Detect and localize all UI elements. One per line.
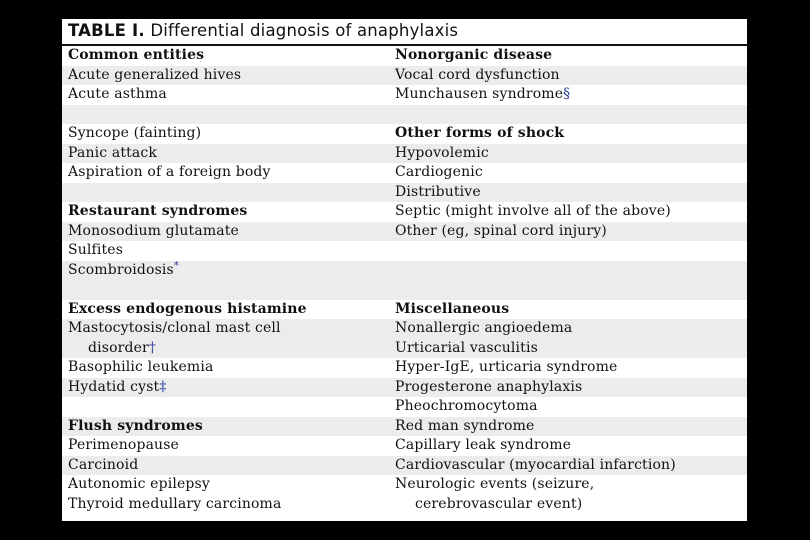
table-row xyxy=(62,436,747,456)
cell-text: Capillary leak syndrome xyxy=(395,437,572,453)
cell-text: Flush syndromes xyxy=(68,417,203,434)
table-row xyxy=(62,300,747,320)
table-row xyxy=(62,202,747,222)
cell-text: Scombroidosis xyxy=(68,261,174,278)
left-column-cell xyxy=(68,46,204,66)
table-row xyxy=(62,241,747,261)
table-row xyxy=(62,378,747,398)
cell-text: Other (eg, spinal cord injury) xyxy=(395,222,607,239)
right-column-cell xyxy=(395,300,509,320)
table-row xyxy=(62,124,747,144)
right-column-cell xyxy=(395,456,676,476)
table-row xyxy=(62,222,747,242)
right-column-cell xyxy=(395,495,582,515)
right-column-cell xyxy=(395,46,552,66)
cell-text: Perimenopause xyxy=(68,437,179,453)
left-column-cell xyxy=(68,378,166,398)
table-row xyxy=(62,417,747,437)
right-column-cell xyxy=(395,202,671,222)
table-row xyxy=(62,495,747,515)
left-column-cell xyxy=(68,456,138,476)
cell-text: Common entities xyxy=(68,47,205,63)
left-column-cell xyxy=(68,339,156,359)
cell-text: Other forms of shock xyxy=(395,125,565,141)
right-column-cell xyxy=(395,378,582,398)
right-column-cell xyxy=(395,222,607,242)
cell-text: Pheochromocytoma xyxy=(395,398,538,414)
table-row xyxy=(62,261,747,281)
cell-text: Panic attack xyxy=(68,144,157,161)
left-column-cell xyxy=(68,300,307,320)
table-row xyxy=(62,280,747,300)
left-column-cell xyxy=(68,417,203,437)
right-column-cell xyxy=(395,319,572,339)
table-row xyxy=(62,46,747,66)
right-column-cell xyxy=(395,85,570,105)
right-column-cell xyxy=(395,163,483,183)
cell-text: Red man syndrome xyxy=(395,417,535,434)
table-row xyxy=(62,105,747,125)
table-row xyxy=(62,319,747,339)
cell-text: Acute generalized hives xyxy=(68,66,242,83)
left-column-cell xyxy=(68,66,241,86)
footnote-mark: § xyxy=(563,86,571,102)
cell-text: Monosodium glutamate xyxy=(68,222,239,239)
cell-text: Distributive xyxy=(395,183,481,200)
left-column-cell xyxy=(68,202,247,222)
cell-text: cerebrovascular event) xyxy=(415,495,583,512)
cell-text: disorder xyxy=(88,339,149,356)
cell-text: Miscellaneous xyxy=(395,300,510,317)
left-column-cell xyxy=(68,261,179,281)
left-column-cell xyxy=(68,495,281,515)
cell-text: Vocal cord dysfunction xyxy=(395,66,560,83)
left-column-cell xyxy=(68,144,157,164)
table-row xyxy=(62,397,747,417)
right-column-cell xyxy=(395,475,594,495)
cell-text: Excess endogenous histamine xyxy=(68,300,307,317)
cell-text: Nonorganic disease xyxy=(395,47,553,63)
right-column-cell xyxy=(395,66,560,86)
footnote-mark: † xyxy=(148,339,157,356)
table-label: TABLE I. xyxy=(68,21,145,40)
cell-text: Hydatid cyst xyxy=(68,378,160,395)
cell-text: Syncope (fainting) xyxy=(68,125,202,141)
table-slide xyxy=(62,19,747,521)
cell-text: Hypovolemic xyxy=(395,144,489,161)
right-column-cell xyxy=(395,183,481,203)
cell-text: Septic (might involve all of the above) xyxy=(395,203,671,219)
cell-text: Autonomic epilepsy xyxy=(68,476,210,492)
left-column-cell xyxy=(68,241,123,261)
table-row xyxy=(62,66,747,86)
cell-text: Mastocytosis/clonal mast cell xyxy=(68,320,281,336)
right-column-cell xyxy=(395,339,538,359)
left-column-cell xyxy=(68,222,239,242)
left-column-cell xyxy=(68,163,271,183)
table-row xyxy=(62,456,747,476)
cell-text: Progesterone anaphylaxis xyxy=(395,378,583,395)
footnote-mark: * xyxy=(173,259,180,271)
table-title xyxy=(68,21,458,40)
cell-text: Neurologic events (seizure, xyxy=(395,476,595,492)
left-column-cell xyxy=(68,475,210,495)
cell-text: Acute asthma xyxy=(68,86,167,102)
cell-text: Cardiovascular (myocardial infarction) xyxy=(395,456,676,473)
right-column-cell xyxy=(395,144,489,164)
left-column-cell xyxy=(68,319,281,339)
right-column-cell xyxy=(395,124,564,144)
right-column-cell xyxy=(395,417,534,437)
cell-text: Nonallergic angioedema xyxy=(395,320,573,336)
table-row xyxy=(62,85,747,105)
cell-text: Cardiogenic xyxy=(395,164,483,180)
table-caption: Differential diagnosis of anaphylaxis xyxy=(150,21,459,40)
right-column-cell xyxy=(395,436,571,456)
left-column-cell xyxy=(68,85,167,105)
table-row xyxy=(62,339,747,359)
cell-text: Carcinoid xyxy=(68,456,139,473)
left-column-cell xyxy=(68,124,201,144)
footnote-mark: ‡ xyxy=(159,378,167,395)
right-column-cell xyxy=(395,358,617,378)
cell-text: Restaurant syndromes xyxy=(68,203,248,219)
table-row xyxy=(62,183,747,203)
right-column-cell xyxy=(395,397,538,417)
cell-text: Sulfites xyxy=(68,242,124,258)
cell-text: Aspiration of a foreign body xyxy=(68,164,271,180)
cell-text: Munchausen syndrome xyxy=(395,86,564,102)
table-row xyxy=(62,163,747,183)
table-row xyxy=(62,144,747,164)
left-column-cell xyxy=(68,358,213,378)
cell-text: Basophilic leukemia xyxy=(68,359,214,375)
cell-text: Hyper-IgE, urticaria syndrome xyxy=(395,359,618,375)
table-row xyxy=(62,475,747,495)
table-row xyxy=(62,358,747,378)
cell-text: Urticarial vasculitis xyxy=(395,339,538,356)
left-column-cell xyxy=(68,436,179,456)
cell-text: Thyroid medullary carcinoma xyxy=(68,495,282,512)
